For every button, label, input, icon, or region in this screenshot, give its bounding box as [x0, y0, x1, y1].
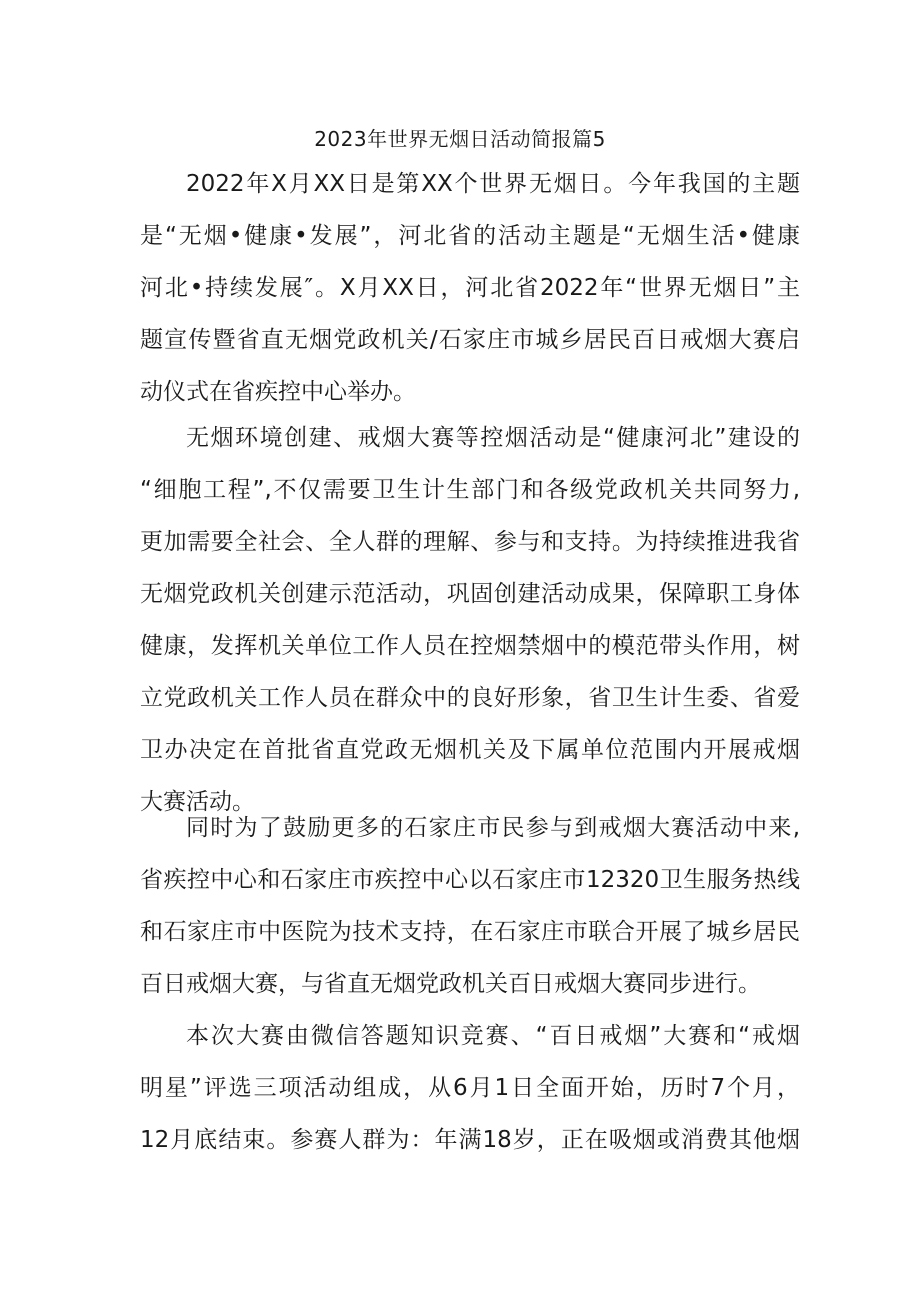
paragraph-line: 百日戒烟大赛，与省直无烟党政机关百日戒烟大赛同步进行。	[140, 971, 761, 997]
paragraph-line: 2022年X月XX日是第XX个世界无烟日。今年我国的主题	[186, 171, 800, 197]
paragraph-line: “细胞工程”,不仅需要卫生计生部门和各级党政机关共同努力,	[140, 477, 800, 503]
paragraph-line: 卫办决定在首批省直党政无烟机关及下属单位范围内开展戒烟	[140, 737, 800, 763]
paragraph-line: 无烟环境创建、戒烟大赛等控烟活动是“健康河北”建设的	[186, 425, 800, 451]
paragraph-line: 动仪式在省疾控中心举办。	[140, 379, 416, 405]
paragraph-line: 河北•持续发展″。X月XX日，河北省2022年“世界无烟日”主	[140, 275, 800, 301]
paragraph-line: 是“无烟•健康•发展”，河北省的活动主题是“无烟生活•健康	[140, 223, 800, 249]
paragraph-line: 12月底结束。参赛人群为：年满18岁，正在吸烟或消费其他烟	[140, 1127, 800, 1153]
paragraph-4	[140, 1010, 800, 1166]
paragraph-line: 无烟党政机关创建示范活动，巩固创建活动成果，保障职工身体	[140, 581, 800, 607]
paragraph-line: 立党政机关工作人员在群众中的良好形象，省卫生计生委、省爱	[140, 685, 800, 711]
paragraph-line: 明星”评选三项活动组成，从6月1日全面开始，历时7个月，	[140, 1075, 800, 1101]
paragraph-3	[140, 802, 800, 1010]
paragraph-2	[140, 412, 800, 828]
paragraph-line: 省疾控中心和石家庄市疾控中心以石家庄市12320卫生服务热线	[140, 867, 800, 893]
document-title: 2023年世界无烟日活动简报篇5	[314, 127, 606, 151]
paragraph-line: 题宣传暨省直无烟党政机关/石家庄市城乡居民百日戒烟大赛启	[140, 327, 800, 353]
paragraph-line: 大赛活动。	[140, 789, 255, 815]
paragraph-line: 和石家庄市中医院为技术支持，在石家庄市联合开展了城乡居民	[140, 919, 800, 945]
paragraph-line: 本次大赛由微信答题知识竞赛、“百日戒烟”大赛和“戒烟	[186, 1023, 800, 1049]
paragraph-line: 同时为了鼓励更多的石家庄市民参与到戒烟大赛活动中来,	[186, 815, 800, 841]
paragraph-1	[140, 158, 800, 418]
paragraph-line: 更加需要全社会、全人群的理解、参与和支持。为持续推进我省	[140, 529, 800, 555]
paragraph-line: 健康，发挥机关单位工作人员在控烟禁烟中的模范带头作用，树	[140, 633, 800, 659]
